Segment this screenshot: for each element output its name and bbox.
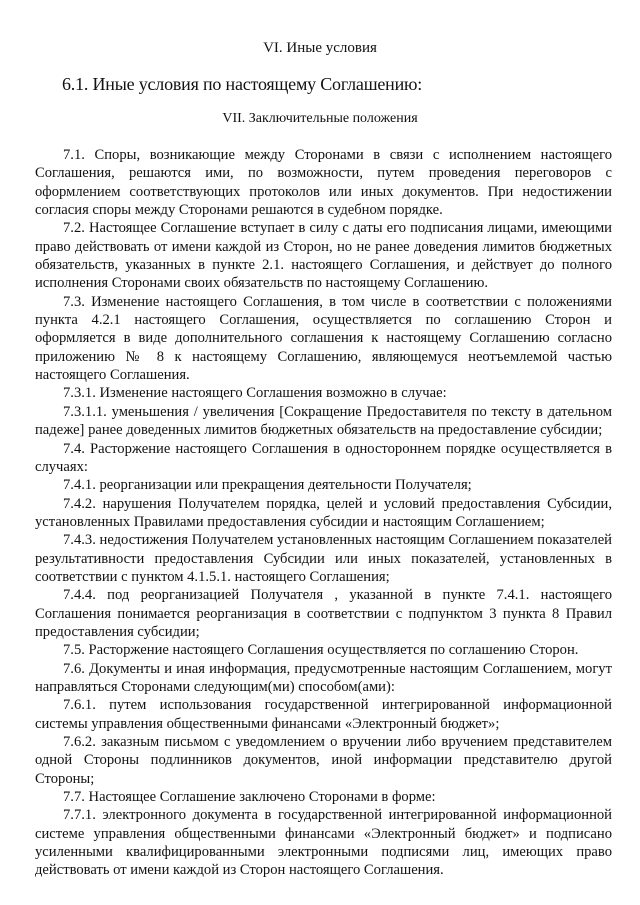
clause-7-7-1: 7.7.1. электронного документа в государственной интегрированной информационной системе управления общественными финансами «Электронный бюджет» и подписано усиленными квалифицированными электронными подписями лиц, имеющих право действовать от имени каждой из Сторон настоящего Соглашения. — [35, 807, 612, 879]
clause-7-6-2: 7.6.2. заказным письмом с уведомлением о вручении либо вручением представителем одной Стороны подлинников документов, иной информации представителю другой Стороны; — [35, 734, 612, 787]
clause-7-4-4: 7.4.4. под реорганизацией Получателя , указанной в пункте 7.4.1. настоящего Соглашения понимается реорганизация в соответствии с подпунктом 3 пункта 8 Правил предоставления субсидии; — [35, 587, 612, 640]
clause-7-7: 7.7. Настоящее Соглашение заключено Сторонами в форме: — [63, 789, 436, 806]
clause-6-1-heading: 6.1. Иные условия по настоящему Соглашению: — [62, 74, 423, 94]
clause-7-6: 7.6. Документы и иная информация, предусмотренные настоящим Соглашением, могут направляться Сторонами следующим(ми) способом(ами): — [35, 660, 612, 695]
section-6-title: VI. Иные условия — [263, 40, 377, 56]
clause-7-4-2: 7.4.2. нарушения Получателем порядка, целей и условий предоставления Субсидии, установленных Правилами предоставления субсидии и настоящим Соглашением; — [35, 495, 612, 530]
section-7-body — [35, 146, 612, 880]
clause-7-4-1: 7.4.1. реорганизации или прекращения деятельности Получателя; — [63, 477, 472, 494]
clause-7-1: 7.1. Споры, возникающие между Сторонами в связи с исполнением настоящего Соглашения, решаются ими, по возможности, путем проведения переговоров с оформлением соответствующих протоколов или иных документов. При недостижении согласия споры между Сторонами решаются в судебном порядке. — [35, 147, 612, 219]
section-7-title: VII. Заключительные положения — [222, 111, 418, 126]
clause-7-3: 7.3. Изменение настоящего Соглашения, в том числе в соответствии с положениями пункта 4.2.1 настоящего Соглашения, осуществляется по соглашению Сторон и оформляется в виде дополнительного соглашения к настоящему Соглашению согласно приложению № 8 к настоящему Соглашению, являющемуся неотъемлемой частью настоящего Соглашения. — [35, 293, 612, 384]
clause-7-5: 7.5. Расторжение настоящего Соглашения осуществляется по соглашению Сторон. — [63, 642, 579, 659]
clause-7-3-1-1: 7.3.1.1. уменьшения / увеличения [Сокращение Предоставителя по тексту в дательном падеже] ранее доведенных лимитов бюджетных обязательств на предоставление субсидии; — [35, 403, 612, 439]
clause-7-3-1: 7.3.1. Изменение настоящего Соглашения возможно в случае: — [63, 385, 447, 402]
clause-7-4: 7.4. Расторжение настоящего Соглашения в одностороннем порядке осуществляется в случаях: — [35, 440, 612, 475]
clause-7-2: 7.2. Настоящее Соглашение вступает в силу с даты его подписания лицами, имеющими право действовать от имени каждой из Сторон, но не ранее доведения лимитов бюджетных обязательств, указанных в пункте 2.1. настоящего Соглашения, и действует до полного исполнения Сторонами своих обязательств по настоящему Соглашению. — [35, 220, 612, 292]
clause-7-4-3: 7.4.3. недостижения Получателем установленных настоящим Соглашением показателей результативности предоставления Субсидии или иных показателей, установленных в соответствии с пунктом 4.1.5.1. настоящего Соглашения; — [35, 532, 612, 585]
clause-7-6-1: 7.6.1. путем использования государственной интегрированной информационной системы управления общественными финансами «Электронный бюджет»; — [35, 697, 612, 732]
